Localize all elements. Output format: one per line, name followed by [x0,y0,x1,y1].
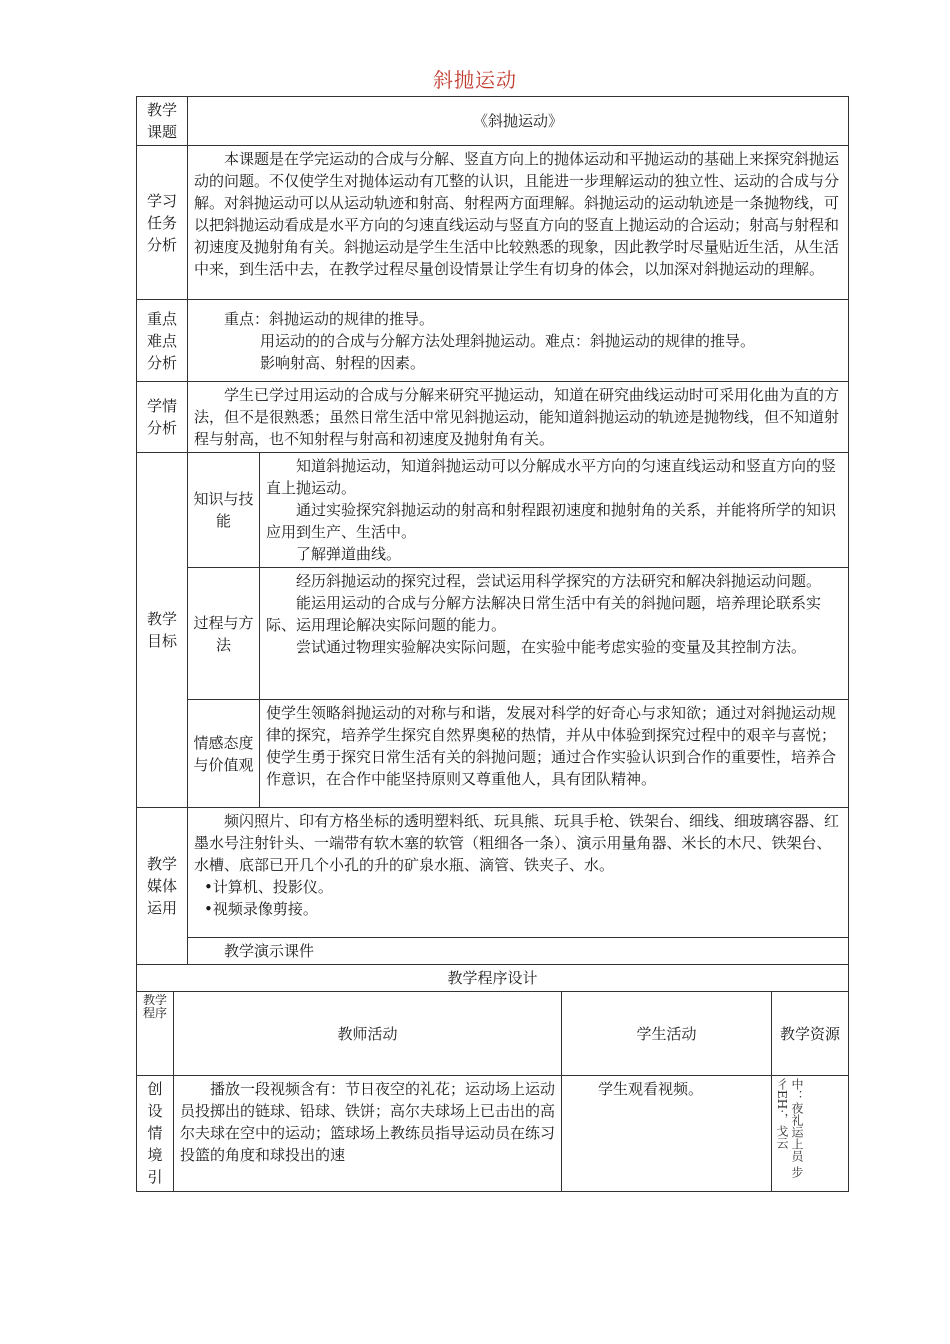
course-value: 《斜抛运动》 [188,97,849,146]
course-label: 教学课题 [137,97,188,146]
task-analysis-text: 本课题是在学完运动的合成与分解、竖直方向上的抛体运动和平抛运动的基础上来探究斜抛运动的问题。不仅使学生对抛体运动有兀整的认识，且能进一步理解运动的独立性、运动的合成与分解。对斜抛运动可以从运动轨迹和射高、射程两方面理解。斜抛运动的运动轨迹是一条抛物线，可以把斜抛运动看成是水平方向的匀速直线运动与竖直方向的竖直上抛运动的合运动；射高与射程和初速度及抛射角有关。斜抛运动是学生生活中比较熟悉的现象，因此教学时尽量贴近生活，从生活中来，到生活中去，在教学过程尽量创设情景让学生有切身的体会，以加深对斜抛运动的理解。 [188,146,849,300]
process-p3: 尝试通过物理实验解决实际问题，在实验中能考虑实验的变量及其控制方法。 [296,638,807,656]
learner-text: 学生已学过用运动的合成与分解来研究平抛运动，知道在研究曲线运动时可采用化曲为直的方法，但不是很熟悉；虽然日常生活中常见斜抛运动，能知道斜抛运动的轨迹是抛物线，但不知道射程与射高，也不知射程与射高和初速度及抛射角有关。 [188,382,849,453]
knowledge-p2: 通过实验探究斜抛运动的射高和射程跟初速度和抛射角的关系，并能将所学的知识应用到生产、生活中。 [266,501,837,541]
knowledge-label: 知识与技能 [188,453,260,568]
col-student: 学生活动 [562,992,772,1076]
row1-teacher: 播放一段视频含有：节日夜空的礼花；运动场上运动员投掷出的链球、铅球、铁饼；高尔夫球场上已击出的高尔夫球在空中的运动；篮球场上教练员指导运动员在练习投篮的角度和球投出的速 [174,1076,562,1192]
row1-step: 创设情境引 [137,1076,174,1192]
media-label: 教学媒体运用 [137,808,188,965]
media-text: 频闪照片、印有方格坐标的透明塑料纸、玩具熊、玩具手枪、铁架台、细线、细玻璃容器、红墨水号注射针头、一端带有软木塞的软管（粗细各一条）、演示用量角器、米长的木尺、铁架台、水槽、底部已开几个小孔的升的矿泉水瓶、滴管、铁夹子、水。 [194,812,840,874]
task-analysis-label: 学习任务分析 [137,146,188,300]
process-p2: 能运用运动的合成与分解方法解决日常生活中有关的斜抛问题，培养理论联系实际、运用理论解决实际问题的能力。 [266,594,822,634]
procedure-header: 教学程序设计 [137,965,849,992]
learner-label: 学情分析 [137,382,188,453]
media-bullet2: •视频录像剪接。 [204,900,318,918]
emotion-label: 情感态度与价值观 [188,700,260,808]
key-points-line1: 重点：斜抛运动的规律的推导。 [224,309,435,328]
row1-student: 学生观看视频。 [562,1076,772,1192]
emotion-text: 使学生领略斜抛运动的对称与和谐，发展对科学的好奇心与求知欲；通过对斜抛运动规律的探究，培养学生探究自然界奥秘的热情，并从中体验到探究过程中的艰辛与喜悦；使学生勇于探究日常生活有关的斜抛问题；通过合作实验认识到合作的重要性，培养合作意识，在合作中能坚持原则又尊重他人，具有团队精神。 [260,700,849,808]
col-resource: 教学资源 [772,992,849,1076]
key-points-line2: 用运动的的合成与分解方法处理斜抛运动。难点：斜抛运动的规律的推导。 [260,331,756,350]
row1-resource: 中：夜礼运上员 步彳EH·，戈云 [775,1078,805,1178]
process-label: 过程与方法 [188,568,260,700]
goals-label: 教学目标 [137,453,188,808]
knowledge-p1: 知道斜抛运动，知道斜抛运动可以分解成水平方向的匀速直线运动和竖直方向的竖直上抛运动。 [266,457,837,497]
knowledge-p3: 了解弹道曲线。 [296,545,402,563]
key-points-line3: 影响射高、射程的因素。 [260,353,426,372]
key-points-label: 重点难点分析 [137,300,188,382]
process-p1: 经历斜抛运动的探究过程，尝试运用科学探究的方法研究和解决斜抛运动问题。 [296,572,822,590]
media-last: 教学演示课件 [188,938,849,965]
document-title: 斜抛运动 [433,68,517,92]
lesson-plan-table [136,96,849,1192]
col-step: 教学程序 [137,992,174,1076]
media-bullet1: •计算机、投影仪。 [204,878,333,896]
col-teacher: 教师活动 [174,992,562,1076]
